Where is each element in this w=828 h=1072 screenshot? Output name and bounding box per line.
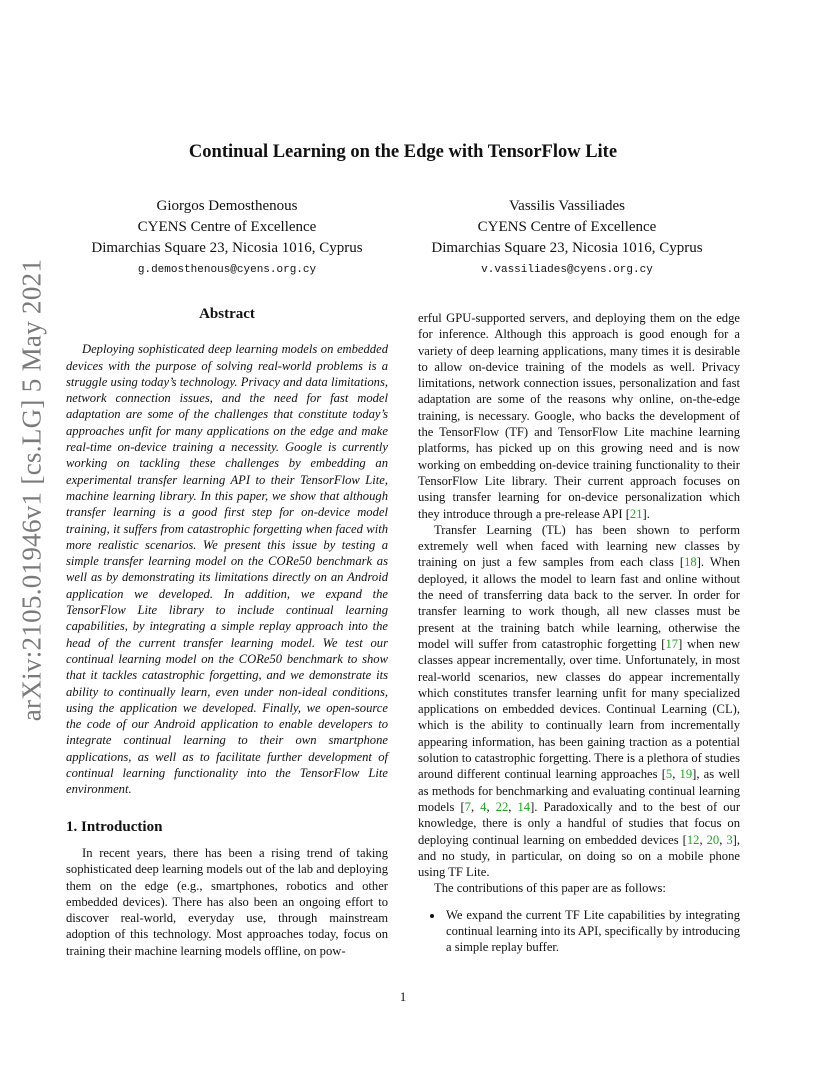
citation-link[interactable]: 3 <box>726 832 733 847</box>
page-number: 1 <box>399 990 407 1004</box>
author-name: Giorgos Demosthenous <box>156 198 298 214</box>
right-column <box>418 310 740 956</box>
author-email: g.demosthenous@cyens.org.cy <box>137 264 317 276</box>
author-address: Dimarchias Square 23, Nicosia 1016, Cyprus <box>91 240 363 256</box>
intro-paragraph-3: The contributions of this paper are as follows: <box>434 881 666 896</box>
abstract-text: Deploying sophisticated deep learning models on embedded devices with the purpose of solving real-world problems is a struggle using today’s technology. Privacy and data limitations, network connection issues, and the need for fast model adaptation are some of the challenges that constitute today’s approaches unfit for many applications on the edge and make real-time on-device training a necessity. Google is currently working on tackling these challenges by embedding an experimental transfer learning API to their TensorFlow Lite, machine learning library. In this paper, we show that although transfer learning is a good first step for on-device model training, it suffers from catastrophic forgetting when faced with more realistic scenarios. We present this issue by testing a simple transfer learning model on the CORe50 benchmark as well as by demonstrating its limitations directly on an Android application we developed. In addition, we expand the TensorFlow Lite library to include continual learning capabilities, by integrating a simple replay approach into the head of the current transfer learning model. We test our continual learning model on the CORe50 benchmark to show that it tackles catastrophic forgetting, and we demonstrate its ability to continually learn, even under non-ideal conditions, using the application we developed. Finally, we open-source the code of our Android application to enable developers to integrate continual learning to their own smartphone applications, as well as to facilitate further development of continual learning functionality into the TensorFlow Lite environment. <box>66 342 388 797</box>
paper-title: Continual Learning on the Edge with TensorFlow Lite <box>188 142 618 162</box>
abstract-heading: Abstract <box>199 306 255 322</box>
citation-link[interactable]: 18 <box>684 555 697 570</box>
citation-link[interactable]: 17 <box>665 636 679 651</box>
citation-link[interactable]: 19 <box>679 767 693 782</box>
arxiv-identifier-text: arXiv:2105.01946v1 [cs.LG] 5 May 2021 <box>16 258 47 722</box>
citation-link[interactable]: 12 <box>686 832 700 847</box>
author-email: v.vassiliades@cyens.org.cy <box>481 264 653 276</box>
contributions-list <box>418 907 740 956</box>
intro-paragraph-2: Transfer Learning (TL) has been shown to perform extremely well when faced with learning new classes by training on just a few samples from each class [18]. When deployed, it allows the model to learn fast and online without the need of transferring data back to the server. In order for transfer learning to work though, all new classes must be present at the training batch while learning, otherwise the model will suffer from catastrophic forgetting [17] when new classes appear incrementally, over time. Unfortunately, in most real-world scenarios, new classes do appear incrementally which constitutes transfer learning unfit for many specialized applications on embedded devices. Continual Learning (CL), which is the ability to continually learn from incrementally appearing information, has been gaining traction as a potential solution to catastrophic forgetting. There is a plethora of studies around different continual learning approaches [5, 19], as well as methods for benchmarking and evaluating continual learning models [7, 4, 22, 14]. Paradoxically and to the best of our knowledge, there is only a handful of studies that focus on deploying continual learning on embedded devices [12, 20, 3], and no study, in particular, on doing so on a mobile phone using TF Lite. <box>418 522 741 880</box>
left-column <box>66 306 388 959</box>
introduction-heading: 1. Introduction <box>66 818 163 835</box>
citation-link[interactable]: 20 <box>706 832 720 847</box>
citation-link[interactable]: 14 <box>517 799 531 814</box>
intro-paragraph-1-continued: erful GPU-supported servers, and deploying them on the edge for inference. Although this approach is good enough for a variety of deep learning applications, many times it is desirable to allow on-device training of the models as well. Privacy limitations, network connection issues, personalization and fast adaptation are some of the reasons why online, on-the-edge training, is necessary. Google, who backs the development of the TensorFlow (TF) and TensorFlow Lite machine learning platforms, has picked up on this growing need and is now working on embedding on-device training functionality to their TensorFlow Lite library. Their current approach focuses on using transfer learning for on-device personalization which they introduce through a pre-release API [21]. <box>418 311 740 521</box>
author-affiliation: CYENS Centre of Excellence <box>137 219 317 235</box>
author-address: Dimarchias Square 23, Nicosia 1016, Cyprus <box>431 240 703 256</box>
author-name: Vassilis Vassiliades <box>509 198 625 214</box>
contribution-item: • We expand the current TF Lite capabilities by integrating continual learning into its API, specifically by introducing a simple replay buffer. <box>444 907 740 956</box>
author-block-2 <box>402 196 732 281</box>
citation-link[interactable]: 22 <box>495 799 509 814</box>
intro-paragraph-1: In recent years, there has been a rising trend of taking sophisticated deep learning models out of the lab and deploying them on the edge (e.g., smartphones, robotics and other embedded devices). There has also been an ongoing effort to discover real-world, everyday use, through mainstream adoption of this technology. Most approaches today, focus on training their machine learning models offline, on pow- <box>66 845 388 958</box>
citation-link[interactable]: 4 <box>480 799 487 814</box>
author-block-1 <box>62 196 392 281</box>
author-affiliation: CYENS Centre of Excellence <box>477 219 657 235</box>
citation-link[interactable]: 7 <box>464 799 471 814</box>
arxiv-identifier <box>12 258 52 722</box>
citation-link[interactable]: 21 <box>629 506 643 521</box>
citation-link[interactable]: 5 <box>665 767 673 782</box>
